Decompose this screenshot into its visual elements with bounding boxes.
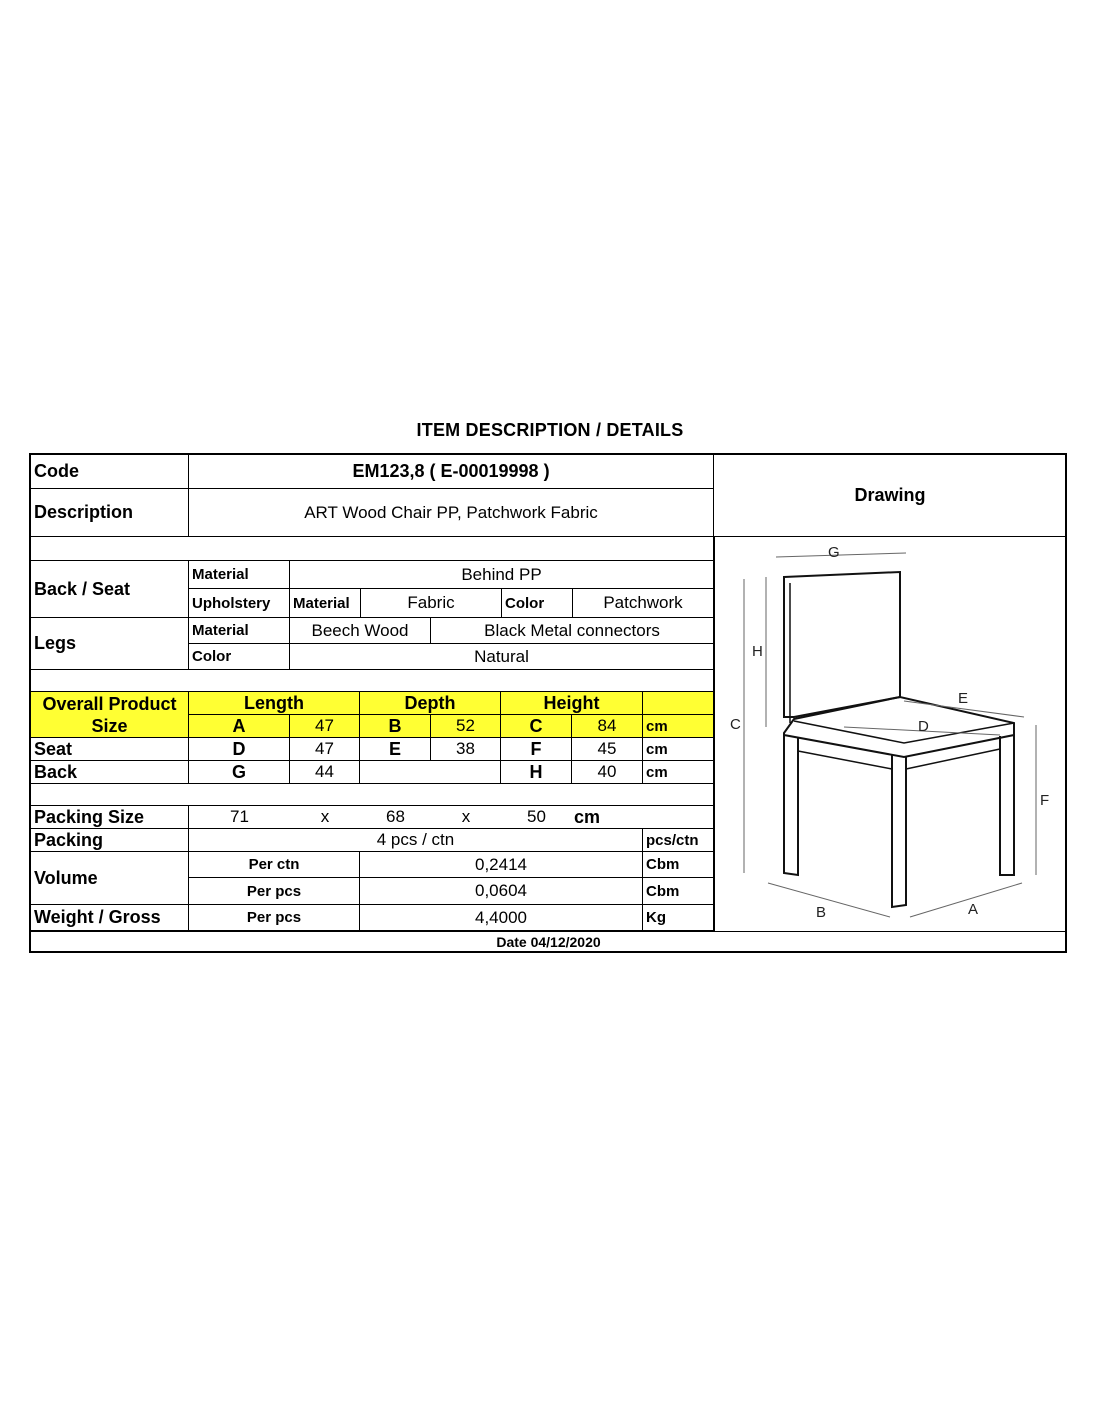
weight-unit: Kg xyxy=(643,905,714,931)
chair-drawing-svg xyxy=(714,537,1066,931)
volume-per-ctn-value: 0,2414 xyxy=(360,852,643,878)
chair-backrest xyxy=(784,572,900,717)
page-title: ITEM DESCRIPTION / DETAILS xyxy=(416,420,684,440)
upholstery-material-label: Material xyxy=(290,589,361,618)
description-value: ART Wood Chair PP, Patchwork Fabric xyxy=(189,489,714,537)
height-header: Height xyxy=(501,692,643,715)
chair-leg-front-right xyxy=(892,755,906,907)
label-f: F xyxy=(1040,792,1050,809)
chair-seat-edge xyxy=(794,721,1014,743)
dim-line-b xyxy=(768,883,890,917)
dim-e-value: 38 xyxy=(431,738,501,761)
dim-g-value: 44 xyxy=(290,761,360,784)
description-label: Description xyxy=(31,489,189,537)
legs-material-value: Beech Wood xyxy=(290,618,431,644)
back-seat-material-value: Behind PP xyxy=(290,561,714,589)
chair-leg-back-right xyxy=(1000,733,1014,875)
label-c: C xyxy=(730,716,741,733)
back-seat-material-label: Material xyxy=(189,561,290,589)
chair-outline xyxy=(784,572,1014,907)
weight-label: Weight / Gross xyxy=(31,905,189,931)
overall-size-label-line2: Size xyxy=(91,715,128,736)
volume-label: Volume xyxy=(31,852,189,905)
volume-per-pcs-value: 0,0604 xyxy=(360,878,643,905)
dim-d-label: D xyxy=(189,738,290,761)
dim-back-unit: cm xyxy=(643,761,714,784)
legs-color-value: Natural xyxy=(290,644,714,670)
chair-seat xyxy=(784,697,1014,757)
dim-f-value: 45 xyxy=(572,738,643,761)
packing-size-length: 71 xyxy=(189,806,290,829)
dim-h-value: 40 xyxy=(572,761,643,784)
overall-size-label-line1: Overall Product xyxy=(42,693,177,714)
code-label: Code xyxy=(31,455,189,489)
volume-per-ctn-label: Per ctn xyxy=(189,852,360,878)
volume-per-pcs-unit: Cbm xyxy=(643,878,714,905)
dim-c-label: C xyxy=(501,715,572,738)
label-b: B xyxy=(816,904,827,921)
chair-drawing xyxy=(714,537,1066,931)
label-h: H xyxy=(752,643,763,660)
label-d: D xyxy=(918,718,929,735)
dim-line-g xyxy=(776,553,906,557)
dim-e-label: E xyxy=(360,738,431,761)
packing-size-label: Packing Size xyxy=(31,806,189,829)
date-footer: Date 04/12/2020 xyxy=(31,931,1066,951)
legs-color-label: Color xyxy=(189,644,290,670)
legs-label: Legs xyxy=(31,618,189,670)
packing-size-x1: x xyxy=(290,806,360,829)
spacer-row xyxy=(31,784,714,806)
dim-line-a xyxy=(910,883,1022,917)
chair-apron-right xyxy=(906,749,1000,769)
chair-apron-left xyxy=(798,751,892,769)
packing-unit: pcs/ctn xyxy=(643,829,714,852)
packing-size-x2: x xyxy=(431,806,501,829)
packing-size-unit: cm xyxy=(572,806,714,829)
label-a: A xyxy=(968,901,979,918)
dim-b-value: 52 xyxy=(431,715,501,738)
legs-material-extra: Black Metal connectors xyxy=(431,618,714,644)
dim-a-value: 47 xyxy=(290,715,360,738)
seat-label: Seat xyxy=(31,738,189,761)
dim-h-label: H xyxy=(501,761,572,784)
depth-header: Depth xyxy=(360,692,501,715)
packing-size-width: 68 xyxy=(360,806,431,829)
overall-size-label xyxy=(31,692,189,738)
dim-a-label: A xyxy=(189,715,290,738)
spec-sheet xyxy=(29,453,1067,953)
dim-d-value: 47 xyxy=(290,738,360,761)
spacer-row xyxy=(31,537,714,561)
dim-g-label: G xyxy=(189,761,290,784)
spacer-row xyxy=(31,670,714,692)
upholstery-color-label: Color xyxy=(502,589,573,618)
upholstery-material-value: Fabric xyxy=(361,589,502,618)
upholstery-label: Upholstery xyxy=(189,589,290,618)
dim-b-label: B xyxy=(360,715,431,738)
length-header: Length xyxy=(189,692,360,715)
label-e: E xyxy=(958,690,969,707)
packing-value: 4 pcs / ctn xyxy=(189,829,643,852)
drawing-divider xyxy=(713,537,715,931)
packing-size-height: 50 xyxy=(501,806,572,829)
dim-back-blank xyxy=(360,761,501,784)
dim-c-value: 84 xyxy=(572,715,643,738)
back-label: Back xyxy=(31,761,189,784)
weight-per-pcs-label: Per pcs xyxy=(189,905,360,931)
unit-header-blank xyxy=(643,692,714,715)
volume-per-ctn-unit: Cbm xyxy=(643,852,714,878)
chair-leg-front-left xyxy=(784,735,798,875)
dimension-labels xyxy=(730,544,1049,921)
code-value: EM123,8 ( E-00019998 ) xyxy=(189,455,714,489)
dim-seat-unit: cm xyxy=(643,738,714,761)
packing-label: Packing xyxy=(31,829,189,852)
legs-material-label: Material xyxy=(189,618,290,644)
dim-f-label: F xyxy=(501,738,572,761)
weight-value: 4,4000 xyxy=(360,905,643,931)
upholstery-color-value: Patchwork xyxy=(573,589,714,618)
volume-per-pcs-label: Per pcs xyxy=(189,878,360,905)
label-g: G xyxy=(828,544,840,561)
back-seat-label: Back / Seat xyxy=(31,561,189,618)
dim-overall-unit: cm xyxy=(643,715,714,738)
drawing-header: Drawing xyxy=(714,455,1066,537)
